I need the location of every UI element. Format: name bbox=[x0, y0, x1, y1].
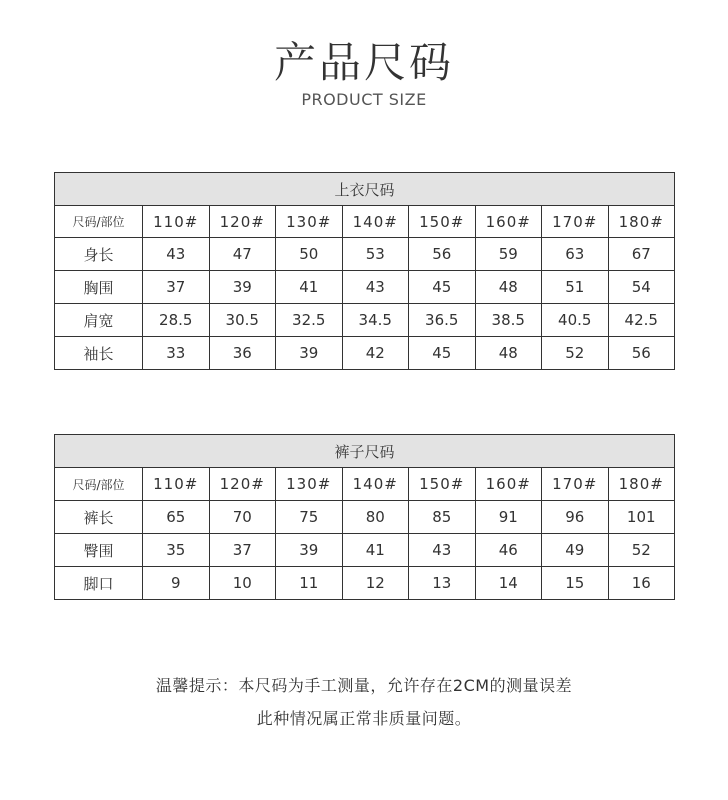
top-table-cell: 56 bbox=[608, 337, 675, 370]
top-table-cell: 40.5 bbox=[542, 304, 609, 337]
top-table-size-header: 180# bbox=[608, 206, 675, 238]
top-table-cell: 54 bbox=[608, 271, 675, 304]
top-table-size-header: 110# bbox=[143, 206, 210, 238]
pants-table-cell: 43 bbox=[409, 534, 476, 567]
pants-table-size-header: 140# bbox=[342, 468, 409, 501]
pants-table-cell: 91 bbox=[475, 501, 542, 534]
top-table-cell: 36.5 bbox=[409, 304, 476, 337]
top-table-cell: 39 bbox=[276, 337, 343, 370]
pants-table-cell: 41 bbox=[342, 534, 409, 567]
top-table-cell: 51 bbox=[542, 271, 609, 304]
top-table-caption-row bbox=[55, 173, 675, 206]
pants-table-cell: 10 bbox=[209, 567, 276, 600]
pants-table-cell: 13 bbox=[409, 567, 476, 600]
top-table-caption: 上衣尺码 bbox=[55, 173, 675, 206]
top-table-cell: 34.5 bbox=[342, 304, 409, 337]
pants-size-table bbox=[54, 434, 675, 600]
top-table-size-header: 170# bbox=[542, 206, 609, 238]
top-table-cell: 56 bbox=[409, 238, 476, 271]
pants-table-cell: 65 bbox=[143, 501, 210, 534]
pants-table-cell: 39 bbox=[276, 534, 343, 567]
pants-table-cell: 16 bbox=[608, 567, 675, 600]
top-table-size-header: 120# bbox=[209, 206, 276, 238]
table-row bbox=[55, 271, 675, 304]
pants-table-cell: 46 bbox=[475, 534, 542, 567]
top-table-row-label: 身长 bbox=[55, 238, 143, 271]
pants-table-cell: 35 bbox=[143, 534, 210, 567]
top-table-cell: 45 bbox=[409, 337, 476, 370]
size-note-line-2: 此种情况属正常非质量问题。 bbox=[256, 709, 472, 728]
top-table-row-label: 胸围 bbox=[55, 271, 143, 304]
pants-table-size-header: 120# bbox=[209, 468, 276, 501]
top-table-corner-label: 尺码/部位 bbox=[55, 206, 143, 238]
pants-table-size-header: 130# bbox=[276, 468, 343, 501]
top-table-cell: 43 bbox=[143, 238, 210, 271]
top-size-table bbox=[54, 172, 675, 370]
pants-table-size-header: 150# bbox=[409, 468, 476, 501]
top-table-cell: 32.5 bbox=[276, 304, 343, 337]
pants-table-cell: 15 bbox=[542, 567, 609, 600]
pants-table-cell: 85 bbox=[409, 501, 476, 534]
pants-table-row-label: 裤长 bbox=[55, 501, 143, 534]
top-table-cell: 36 bbox=[209, 337, 276, 370]
top-table-cell: 47 bbox=[209, 238, 276, 271]
top-table-cell: 50 bbox=[276, 238, 343, 271]
pants-table-cell: 75 bbox=[276, 501, 343, 534]
page-subtitle: PRODUCT SIZE bbox=[301, 90, 427, 109]
pants-table-header-row bbox=[55, 468, 675, 501]
top-table-cell: 39 bbox=[209, 271, 276, 304]
pants-table-row-label: 臀围 bbox=[55, 534, 143, 567]
pants-table-caption: 裤子尺码 bbox=[55, 435, 675, 468]
pants-table-cell: 12 bbox=[342, 567, 409, 600]
table-row bbox=[55, 337, 675, 370]
top-table-cell: 28.5 bbox=[143, 304, 210, 337]
top-table-size-header: 140# bbox=[342, 206, 409, 238]
size-note-line-1: 温馨提示：本尺码为手工测量，允许存在2CM的测量误差 bbox=[155, 676, 573, 695]
top-table-size-header: 130# bbox=[276, 206, 343, 238]
table-row bbox=[55, 501, 675, 534]
pants-table-size-header: 170# bbox=[542, 468, 609, 501]
pants-table-size-header: 160# bbox=[475, 468, 542, 501]
top-table-cell: 52 bbox=[542, 337, 609, 370]
top-table-cell: 42.5 bbox=[608, 304, 675, 337]
pants-table-size-header: 110# bbox=[143, 468, 210, 501]
table-row bbox=[55, 304, 675, 337]
top-table-cell: 48 bbox=[475, 337, 542, 370]
top-table-cell: 41 bbox=[276, 271, 343, 304]
pants-table-cell: 96 bbox=[542, 501, 609, 534]
page-title: 产品尺码 bbox=[273, 38, 454, 87]
pants-table-cell: 70 bbox=[209, 501, 276, 534]
top-table-cell: 42 bbox=[342, 337, 409, 370]
pants-table-corner-label: 尺码/部位 bbox=[55, 468, 143, 501]
top-table-cell: 45 bbox=[409, 271, 476, 304]
table-row bbox=[55, 238, 675, 271]
pants-table-cell: 49 bbox=[542, 534, 609, 567]
pants-table-cell: 9 bbox=[143, 567, 210, 600]
pants-table-cell: 52 bbox=[608, 534, 675, 567]
top-table-cell: 59 bbox=[475, 238, 542, 271]
pants-table-cell: 11 bbox=[276, 567, 343, 600]
top-table-cell: 30.5 bbox=[209, 304, 276, 337]
top-table-cell: 53 bbox=[342, 238, 409, 271]
pants-table-row-label: 脚口 bbox=[55, 567, 143, 600]
top-table-header-row bbox=[55, 206, 675, 238]
top-table-row-label: 肩宽 bbox=[55, 304, 143, 337]
top-table-row-label: 袖长 bbox=[55, 337, 143, 370]
table-row bbox=[55, 567, 675, 600]
top-table-cell: 38.5 bbox=[475, 304, 542, 337]
pants-table-caption-row bbox=[55, 435, 675, 468]
top-table-size-header: 150# bbox=[409, 206, 476, 238]
table-row bbox=[55, 534, 675, 567]
top-table-cell: 67 bbox=[608, 238, 675, 271]
top-table-cell: 33 bbox=[143, 337, 210, 370]
pants-table-cell: 101 bbox=[608, 501, 675, 534]
pants-table-cell: 80 bbox=[342, 501, 409, 534]
pants-table-cell: 14 bbox=[475, 567, 542, 600]
top-table-cell: 43 bbox=[342, 271, 409, 304]
pants-table-size-header: 180# bbox=[608, 468, 675, 501]
top-table-size-header: 160# bbox=[475, 206, 542, 238]
pants-table-cell: 37 bbox=[209, 534, 276, 567]
top-table-cell: 37 bbox=[143, 271, 210, 304]
top-table-cell: 63 bbox=[542, 238, 609, 271]
top-table-cell: 48 bbox=[475, 271, 542, 304]
